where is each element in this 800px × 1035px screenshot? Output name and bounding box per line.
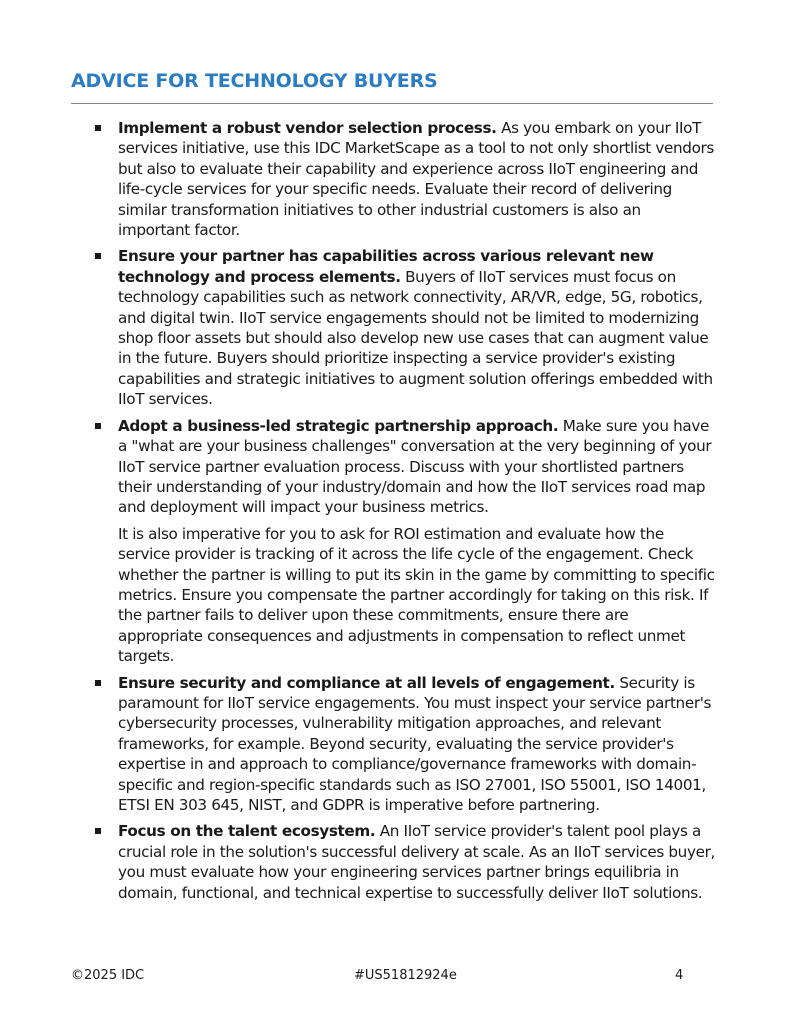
bullet-lead: Implement a robust vendor selection process. <box>118 119 497 137</box>
square-bullet-icon <box>95 680 101 686</box>
paragraph <box>118 118 715 240</box>
list-item <box>95 246 715 409</box>
bullet-extra-paragraph: It is also imperative for you to ask for ROI estimation and evaluate how the service provider is tracking of it across the life cycle of the engagement. Check whether the partner is willing to put its skin in the game by committing to specific metrics. Ensure you compensate the partner accordingly for taking on this risk. If the partner fails to deliver upon these commitments, ensure there are appropriate consequences and adjustments in compensation to reflect unmet targets. <box>118 524 715 666</box>
advice-list <box>95 118 715 909</box>
square-bullet-icon <box>95 125 101 131</box>
bullet-text: Security is paramount for IIoT service engagements. You must inspect your service partner's cybersecurity processes, vulnerability mitigation approaches, and relevant frameworks, for example. Beyond security, evaluating the service provider's expertise in and approach to compliance/governance frameworks with domain-specific and region-specific standards such as ISO 27001, ISO 55001, ISO 14001, ETSI EN 303 645, NIST, and GDPR is imperative before partnering. <box>118 673 712 814</box>
bullet-text: Buyers of IIoT services must focus on technology capabilities such as network connectivity, AR/VR, edge, 5G, robotics, and digital twin. IIoT service engagements should not be limited to modernizing shop floor assets but should also develop new use cases that can augment value in the future. Buyers should prioritize inspecting a service provider's existing capabilities and strategic initiatives to augment solution offerings embedded with IIoT services. <box>118 267 713 409</box>
list-item <box>95 416 715 667</box>
bullet-text: An IIoT service provider's talent pool plays a crucial role in the solution's successful delivery at scale. As an IIoT services buyer, you must evaluate how your engineering services partner brings equilibria in domain, functional, and technical expertise to successfully deliver IIoT solutions. <box>118 822 715 902</box>
paragraph <box>118 821 715 903</box>
list-item <box>95 673 715 816</box>
heading-divider <box>71 103 713 104</box>
bullet-text: Make sure you have a "what are your business challenges" conversation at the very beginning of your IIoT service partner evaluation process. Discuss with your shortlisted partners their understanding of your industry/domain and how the IIoT services road map and deployment will impact your business metrics. <box>118 416 712 517</box>
square-bullet-icon <box>95 828 101 834</box>
list-item <box>95 118 715 240</box>
paragraph <box>118 673 715 816</box>
bullet-lead: Ensure security and compliance at all levels of engagement. <box>118 673 615 692</box>
square-bullet-icon <box>95 253 101 259</box>
footer-doc-id: #US51812924e <box>354 968 457 983</box>
bullet-lead: Adopt a business-led strategic partnership approach. <box>118 416 559 435</box>
paragraph <box>118 416 715 518</box>
bullet-lead: Ensure your partner has capabilities across various relevant new technology and process elements. <box>118 247 654 286</box>
square-bullet-icon <box>95 423 101 429</box>
paragraph <box>118 246 715 409</box>
bullet-lead: Focus on the talent ecosystem. <box>118 822 376 841</box>
list-item <box>95 821 715 903</box>
section-heading: ADVICE FOR TECHNOLOGY BUYERS <box>71 70 438 92</box>
bullet-text: As you embark on your IIoT services initiative, use this IDC MarketScape as a tool to not only shortlist vendors but also to evaluate their capability and experience across IIoT engineering and life-cycle services for your specific needs. Evaluate their record of delivering similar transformation initiatives to other industrial customers is also an important factor. <box>118 119 714 240</box>
footer-copyright: ©2025 IDC <box>71 968 145 983</box>
footer-page-number: 4 <box>675 968 684 983</box>
